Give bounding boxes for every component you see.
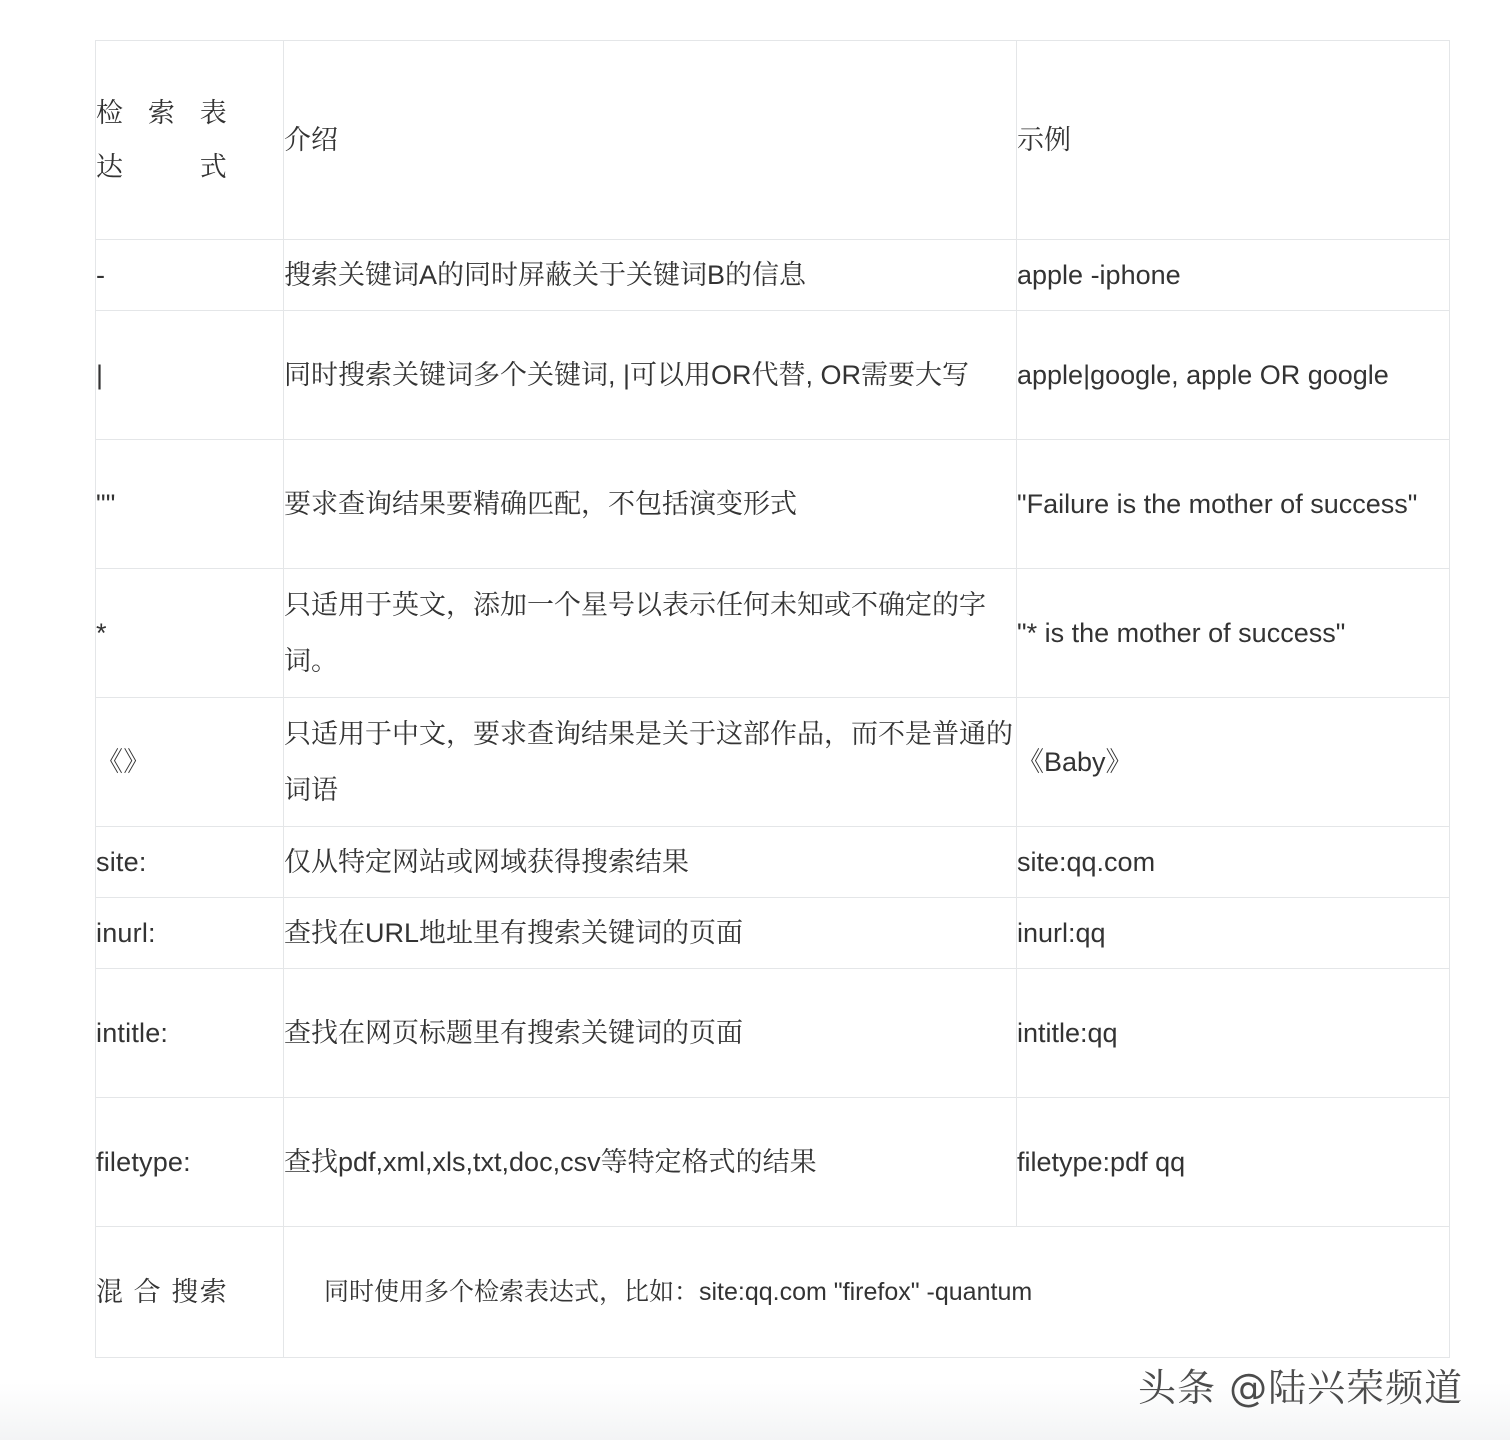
cell-expression: 混 合 搜索 — [96, 1227, 284, 1358]
table-row — [96, 569, 1450, 698]
cell-expression: site: — [96, 827, 284, 898]
cell-example: intitle:qq — [1017, 969, 1450, 1098]
cell-description: 查找在URL地址里有搜索关键词的页面 — [284, 898, 1017, 969]
table-row — [96, 827, 1450, 898]
cell-example: inurl:qq — [1017, 898, 1450, 969]
cell-example: 《Baby》 — [1017, 698, 1450, 827]
table-row — [96, 311, 1450, 440]
cell-example: "* is the mother of success" — [1017, 569, 1450, 698]
cell-expression: inurl: — [96, 898, 284, 969]
search-operators-table-wrapper — [95, 40, 1449, 1358]
cell-description: 搜索关键词A的同时屏蔽关于关键词B的信息 — [284, 240, 1017, 311]
cell-example: apple -iphone — [1017, 240, 1450, 311]
table-header-row — [96, 41, 1450, 240]
table-row — [96, 1227, 1450, 1358]
cell-expression: - — [96, 240, 284, 311]
cell-example: filetype:pdf qq — [1017, 1098, 1450, 1227]
table-row — [96, 698, 1450, 827]
cell-description: 仅从特定网站或网域获得搜索结果 — [284, 827, 1017, 898]
cell-description: 只适用于英文，添加一个星号以表示任何未知或不确定的字词。 — [284, 569, 1017, 698]
cell-example: apple|google, apple OR google — [1017, 311, 1450, 440]
cell-description: 只适用于中文，要求查询结果是关于这部作品，而不是普通的词语 — [284, 698, 1017, 827]
table-row — [96, 1098, 1450, 1227]
cell-expression: "" — [96, 440, 284, 569]
table-row — [96, 440, 1450, 569]
column-header-description: 介绍 — [284, 41, 1017, 240]
cell-description: 同时使用多个检索表达式，比如：site:qq.com "firefox" -quantum — [284, 1227, 1450, 1358]
cell-description: 要求查询结果要精确匹配，不包括演变形式 — [284, 440, 1017, 569]
cell-expression: 《》 — [96, 698, 284, 827]
cell-expression: intitle: — [96, 969, 284, 1098]
table-row — [96, 969, 1450, 1098]
search-operators-table — [95, 40, 1450, 1358]
table-row — [96, 240, 1450, 311]
cell-example: site:qq.com — [1017, 827, 1450, 898]
cell-description: 查找pdf,xml,xls,txt,doc,csv等特定格式的结果 — [284, 1098, 1017, 1227]
cell-expression: * — [96, 569, 284, 698]
table-row — [96, 898, 1450, 969]
column-header-expression: 检 索 表 达 式 — [96, 41, 284, 240]
column-header-example: 示例 — [1017, 41, 1450, 240]
cell-description: 同时搜索关键词多个关键词, |可以用OR代替, OR需要大写 — [284, 311, 1017, 440]
watermark-label: 头条 @陆兴荣频道 — [1138, 1366, 1464, 1410]
cell-description: 查找在网页标题里有搜索关键词的页面 — [284, 969, 1017, 1098]
cell-expression: filetype: — [96, 1098, 284, 1227]
cell-expression: | — [96, 311, 284, 440]
cell-example: "Failure is the mother of success" — [1017, 440, 1450, 569]
